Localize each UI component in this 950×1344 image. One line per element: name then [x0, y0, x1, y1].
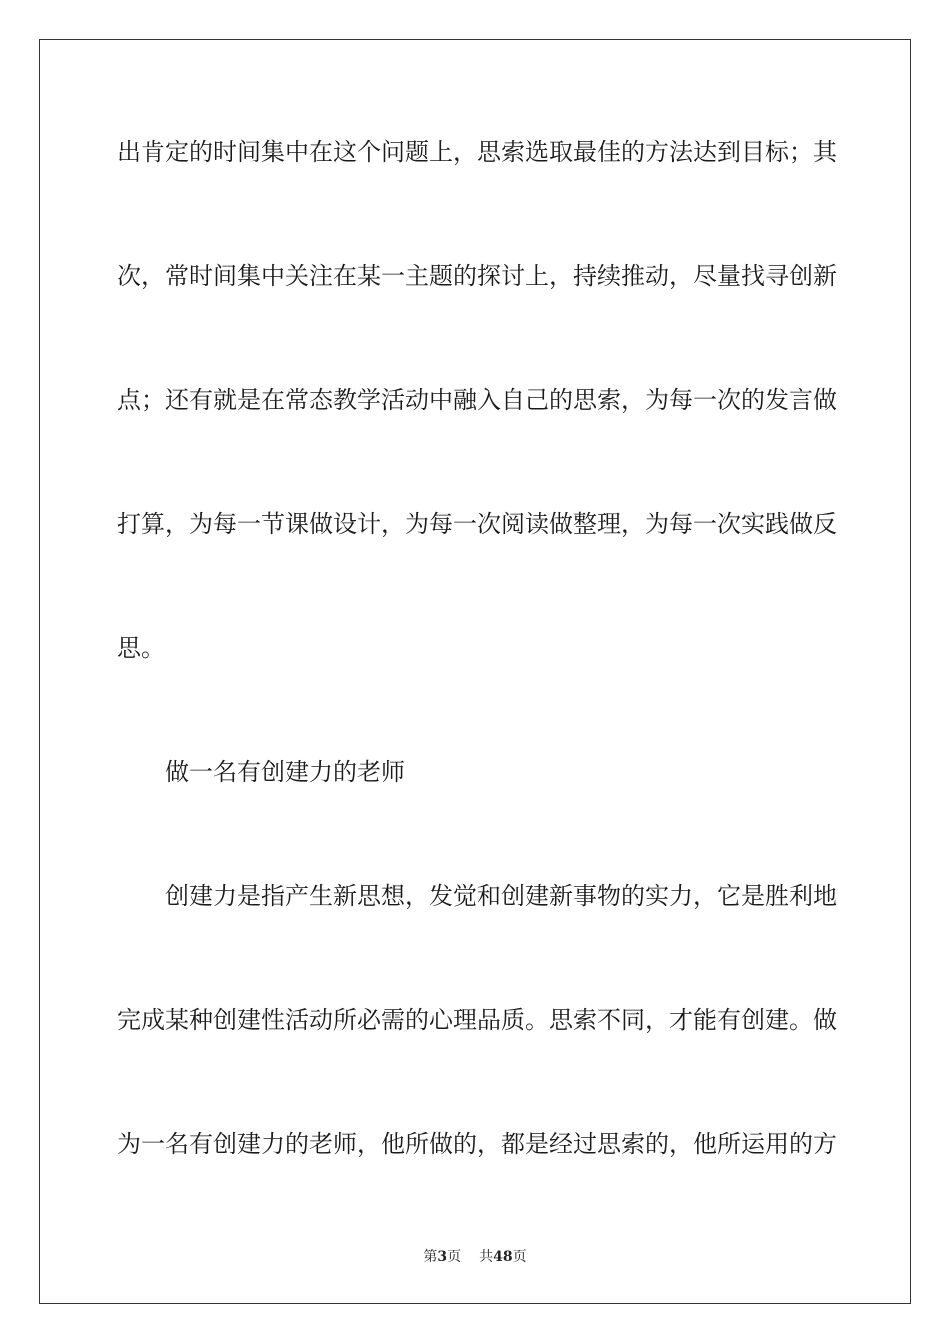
paragraph-line: 思。 [117, 634, 165, 662]
total-pages-indicator: 共48页 [479, 1249, 527, 1265]
paragraph-line: 完成某种创建性活动所必需的心理品质。思索不同，才能有创建。做 [117, 1006, 837, 1034]
page-border [39, 39, 911, 1304]
section-heading: 做一名有创建力的老师 [165, 758, 405, 786]
page-number: 3 [437, 1249, 448, 1265]
paragraph-line: 为一名有创建力的老师，他所做的，都是经过思索的，他所运用的方 [117, 1130, 837, 1158]
total-pages: 48 [493, 1249, 513, 1265]
page-indicator: 第3页 [423, 1249, 462, 1265]
paragraph-line: 创建力是指产生新思想，发觉和创建新事物的实力，它是胜利地 [165, 882, 837, 910]
paragraph-line: 次，常时间集中关注在某一主题的探讨上，持续推动，尽量找寻创新 [117, 262, 837, 290]
paragraph-line: 打算，为每一节课做设计，为每一次阅读做整理，为每一次实践做反 [117, 510, 837, 538]
page-footer [0, 1248, 950, 1266]
paragraph-line: 点；还有就是在常态教学活动中融入自己的思索，为每一次的发言做 [117, 386, 837, 414]
paragraph-line: 出肯定的时间集中在这个问题上，思索选取最佳的方法达到目标；其 [117, 138, 837, 166]
